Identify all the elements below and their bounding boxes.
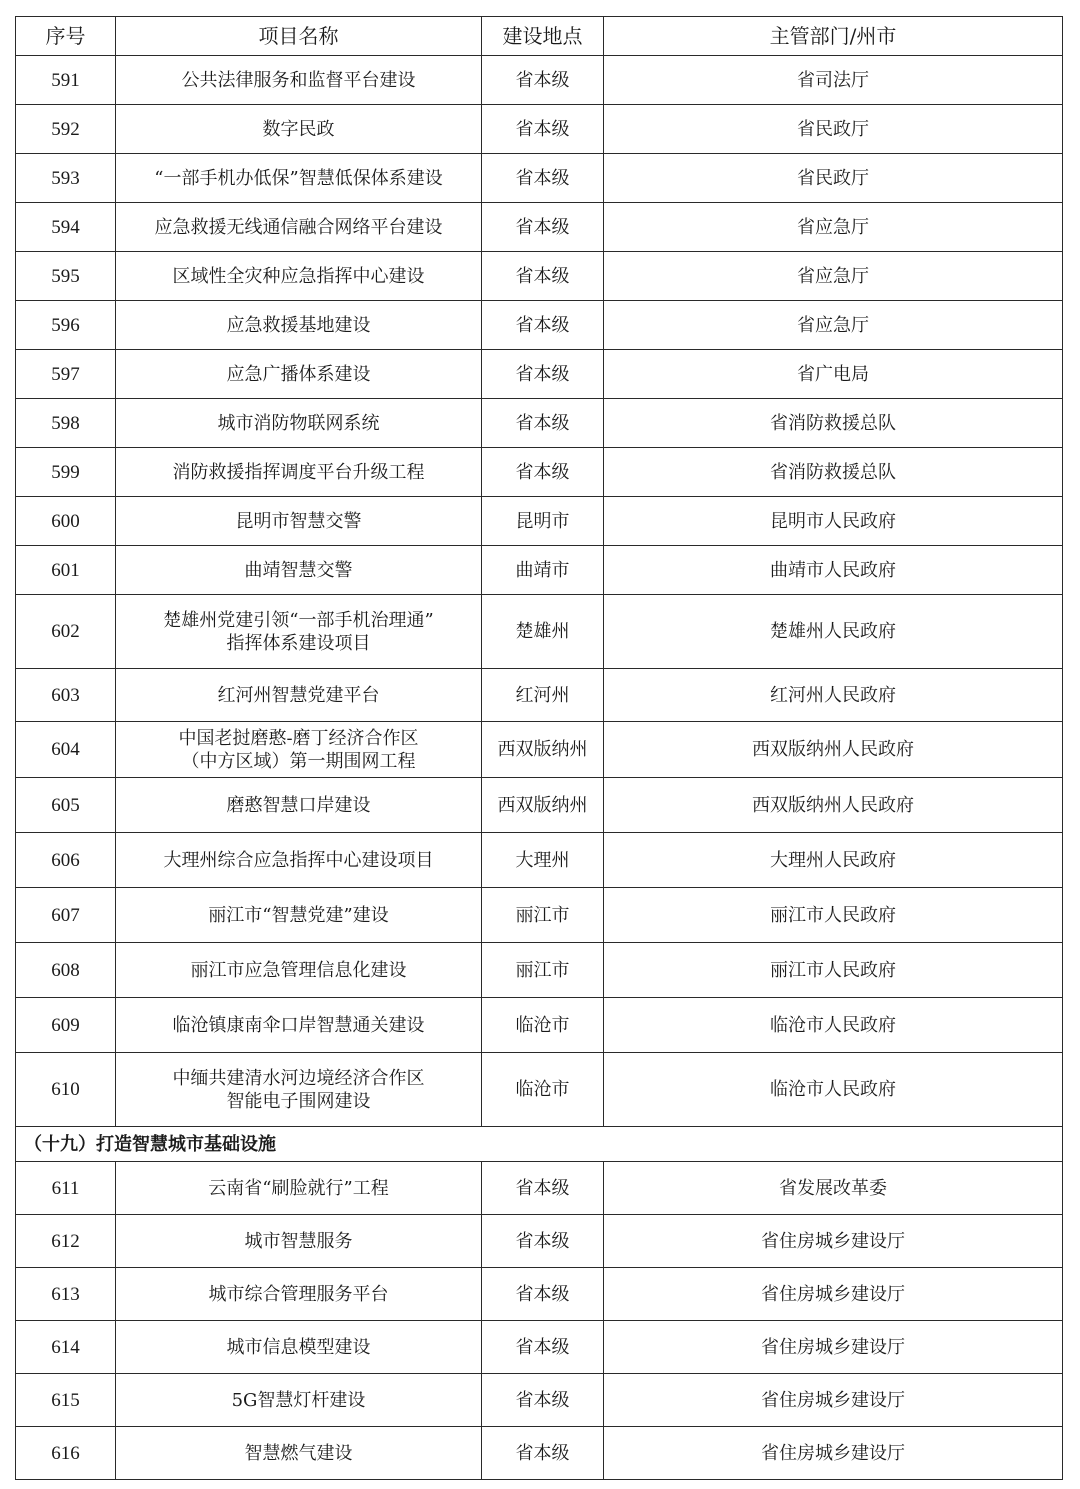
project-name-line: 城市智慧服务 bbox=[244, 1230, 353, 1252]
department-cell: 红河州人民政府 bbox=[604, 669, 1063, 722]
location-cell: 省本级 bbox=[482, 1268, 604, 1321]
department-cell: 丽江市人民政府 bbox=[604, 943, 1063, 998]
project-name-line: 智能电子围网建设 bbox=[226, 1090, 371, 1112]
department-cell: 省住房城乡建设厅 bbox=[604, 1427, 1063, 1480]
location-cell: 省本级 bbox=[482, 1427, 604, 1480]
location-cell: 大理州 bbox=[482, 833, 604, 888]
row-number: 597 bbox=[16, 350, 116, 399]
project-name-line: 临沧镇康南伞口岸智慧通关建设 bbox=[172, 1014, 425, 1036]
project-name-line: 消防救援指挥调度平台升级工程 bbox=[172, 461, 425, 483]
row-number: 606 bbox=[16, 833, 116, 888]
project-name-line: 云南省“刷脸就行”工程 bbox=[208, 1177, 389, 1199]
table-row bbox=[16, 350, 1063, 399]
table-row bbox=[16, 252, 1063, 301]
table-body-main bbox=[16, 56, 1063, 1127]
department-cell: 西双版纳州人民政府 bbox=[604, 722, 1063, 778]
section-title: （十九）打造智慧城市基础设施 bbox=[16, 1127, 1063, 1162]
project-name-line: 公共法律服务和监督平台建设 bbox=[181, 69, 416, 91]
department-cell: 省民政厅 bbox=[604, 105, 1063, 154]
header-no: 序号 bbox=[16, 17, 116, 56]
table-row bbox=[16, 1427, 1063, 1480]
row-number: 602 bbox=[16, 595, 116, 669]
row-number: 610 bbox=[16, 1053, 116, 1127]
project-name-cell bbox=[116, 1215, 482, 1268]
table-row bbox=[16, 56, 1063, 105]
row-number: 592 bbox=[16, 105, 116, 154]
table-row bbox=[16, 943, 1063, 998]
row-number: 608 bbox=[16, 943, 116, 998]
department-cell: 楚雄州人民政府 bbox=[604, 595, 1063, 669]
department-cell: 省应急厅 bbox=[604, 203, 1063, 252]
department-cell: 省住房城乡建设厅 bbox=[604, 1268, 1063, 1321]
project-name-cell bbox=[116, 203, 482, 252]
project-name-cell bbox=[116, 1427, 482, 1480]
table-row bbox=[16, 888, 1063, 943]
row-number: 607 bbox=[16, 888, 116, 943]
location-cell: 临沧市 bbox=[482, 998, 604, 1053]
table-row bbox=[16, 1215, 1063, 1268]
location-cell: 省本级 bbox=[482, 399, 604, 448]
department-cell: 西双版纳州人民政府 bbox=[604, 778, 1063, 833]
department-cell: 省住房城乡建设厅 bbox=[604, 1374, 1063, 1427]
row-number: 591 bbox=[16, 56, 116, 105]
department-cell: 省发展改革委 bbox=[604, 1162, 1063, 1215]
department-cell: 省应急厅 bbox=[604, 301, 1063, 350]
table-row bbox=[16, 301, 1063, 350]
row-number: 605 bbox=[16, 778, 116, 833]
row-number: 615 bbox=[16, 1374, 116, 1427]
project-name-line: 大理州综合应急指挥中心建设项目 bbox=[163, 849, 434, 871]
project-name-line: 5G智慧灯杆建设 bbox=[231, 1389, 366, 1411]
location-cell: 临沧市 bbox=[482, 1053, 604, 1127]
project-name-cell bbox=[116, 595, 482, 669]
table-row bbox=[16, 154, 1063, 203]
project-name-line: 丽江市“智慧党建”建设 bbox=[208, 904, 389, 926]
project-name-line: 磨憨智慧口岸建设 bbox=[226, 794, 371, 816]
location-cell: 昆明市 bbox=[482, 497, 604, 546]
location-cell: 楚雄州 bbox=[482, 595, 604, 669]
row-number: 600 bbox=[16, 497, 116, 546]
department-cell: 临沧市人民政府 bbox=[604, 998, 1063, 1053]
location-cell: 省本级 bbox=[482, 56, 604, 105]
department-cell: 省住房城乡建设厅 bbox=[604, 1321, 1063, 1374]
location-cell: 省本级 bbox=[482, 105, 604, 154]
table-row bbox=[16, 1268, 1063, 1321]
project-name-cell bbox=[116, 833, 482, 888]
table-row bbox=[16, 105, 1063, 154]
row-number: 603 bbox=[16, 669, 116, 722]
location-cell: 省本级 bbox=[482, 1321, 604, 1374]
table-row bbox=[16, 203, 1063, 252]
location-cell: 省本级 bbox=[482, 350, 604, 399]
table-row bbox=[16, 595, 1063, 669]
row-number: 599 bbox=[16, 448, 116, 497]
table-row bbox=[16, 399, 1063, 448]
row-number: 596 bbox=[16, 301, 116, 350]
project-name-cell bbox=[116, 448, 482, 497]
project-name-line: 智慧燃气建设 bbox=[244, 1442, 353, 1464]
row-number: 598 bbox=[16, 399, 116, 448]
location-cell: 省本级 bbox=[482, 203, 604, 252]
project-name-cell bbox=[116, 399, 482, 448]
table-row bbox=[16, 778, 1063, 833]
row-number: 604 bbox=[16, 722, 116, 778]
project-name-cell bbox=[116, 1268, 482, 1321]
table-row bbox=[16, 448, 1063, 497]
row-number: 614 bbox=[16, 1321, 116, 1374]
project-name-line: 昆明市智慧交警 bbox=[235, 510, 362, 532]
row-number: 609 bbox=[16, 998, 116, 1053]
table-row bbox=[16, 497, 1063, 546]
department-cell: 省广电局 bbox=[604, 350, 1063, 399]
table-row bbox=[16, 1374, 1063, 1427]
header-department: 主管部门/州市 bbox=[604, 17, 1063, 56]
table-row bbox=[16, 669, 1063, 722]
project-table bbox=[15, 16, 1063, 1480]
department-cell: 省消防救援总队 bbox=[604, 399, 1063, 448]
project-name-line: 中国老挝磨憨-磨丁经济合作区 bbox=[178, 727, 419, 749]
project-name-line: 数字民政 bbox=[262, 118, 335, 140]
location-cell: 省本级 bbox=[482, 1215, 604, 1268]
location-cell: 红河州 bbox=[482, 669, 604, 722]
header-project-name: 项目名称 bbox=[116, 17, 482, 56]
row-number: 595 bbox=[16, 252, 116, 301]
location-cell: 省本级 bbox=[482, 448, 604, 497]
project-name-cell bbox=[116, 497, 482, 546]
department-cell: 省住房城乡建设厅 bbox=[604, 1215, 1063, 1268]
table-row bbox=[16, 1162, 1063, 1215]
location-cell: 西双版纳州 bbox=[482, 722, 604, 778]
department-cell: 大理州人民政府 bbox=[604, 833, 1063, 888]
header-row bbox=[16, 17, 1063, 56]
project-name-line: 城市信息模型建设 bbox=[226, 1336, 371, 1358]
row-number: 611 bbox=[16, 1162, 116, 1215]
department-cell: 临沧市人民政府 bbox=[604, 1053, 1063, 1127]
project-name-cell bbox=[116, 1053, 482, 1127]
table-row bbox=[16, 1321, 1063, 1374]
project-name-cell bbox=[116, 546, 482, 595]
location-cell: 省本级 bbox=[482, 1162, 604, 1215]
project-name-cell bbox=[116, 722, 482, 778]
header-location: 建设地点 bbox=[482, 17, 604, 56]
project-name-line: 指挥体系建设项目 bbox=[226, 632, 371, 654]
row-number: 612 bbox=[16, 1215, 116, 1268]
project-name-cell bbox=[116, 778, 482, 833]
section-row bbox=[16, 1127, 1063, 1162]
table-row bbox=[16, 833, 1063, 888]
project-name-cell bbox=[116, 888, 482, 943]
table-body-section bbox=[16, 1162, 1063, 1480]
project-name-cell bbox=[116, 669, 482, 722]
department-cell: 省司法厅 bbox=[604, 56, 1063, 105]
project-name-line: 城市消防物联网系统 bbox=[217, 412, 380, 434]
department-cell: 曲靖市人民政府 bbox=[604, 546, 1063, 595]
department-cell: 省消防救援总队 bbox=[604, 448, 1063, 497]
department-cell: 省应急厅 bbox=[604, 252, 1063, 301]
location-cell: 曲靖市 bbox=[482, 546, 604, 595]
location-cell: 丽江市 bbox=[482, 888, 604, 943]
project-name-line: 城市综合管理服务平台 bbox=[208, 1283, 389, 1305]
project-name-cell bbox=[116, 56, 482, 105]
location-cell: 省本级 bbox=[482, 301, 604, 350]
table-row bbox=[16, 722, 1063, 778]
section-body bbox=[16, 1127, 1063, 1162]
project-name-cell bbox=[116, 301, 482, 350]
project-name-line: 区域性全灾种应急指挥中心建设 bbox=[172, 265, 425, 287]
department-cell: 省民政厅 bbox=[604, 154, 1063, 203]
row-number: 616 bbox=[16, 1427, 116, 1480]
table-row bbox=[16, 1053, 1063, 1127]
row-number: 594 bbox=[16, 203, 116, 252]
project-name-cell bbox=[116, 252, 482, 301]
location-cell: 丽江市 bbox=[482, 943, 604, 998]
project-name-cell bbox=[116, 1374, 482, 1427]
project-name-line: （中方区域）第一期围网工程 bbox=[181, 750, 416, 772]
project-name-line: 中缅共建清水河边境经济合作区 bbox=[172, 1067, 425, 1089]
location-cell: 省本级 bbox=[482, 1374, 604, 1427]
project-name-cell bbox=[116, 105, 482, 154]
project-name-cell bbox=[116, 1162, 482, 1215]
project-name-line: 曲靖智慧交警 bbox=[244, 559, 353, 581]
project-name-cell bbox=[116, 154, 482, 203]
table-row bbox=[16, 998, 1063, 1053]
project-name-line: 应急救援无线通信融合网络平台建设 bbox=[154, 216, 443, 238]
location-cell: 西双版纳州 bbox=[482, 778, 604, 833]
department-cell: 昆明市人民政府 bbox=[604, 497, 1063, 546]
table-row bbox=[16, 546, 1063, 595]
project-name-cell bbox=[116, 998, 482, 1053]
project-name-line: 楚雄州党建引领“一部手机治理通” bbox=[163, 609, 434, 631]
project-name-line: 丽江市应急管理信息化建设 bbox=[190, 959, 407, 981]
location-cell: 省本级 bbox=[482, 252, 604, 301]
project-name-line: 应急救援基地建设 bbox=[226, 314, 371, 336]
project-name-line: 应急广播体系建设 bbox=[226, 363, 371, 385]
project-name-line: 红河州智慧党建平台 bbox=[217, 684, 380, 706]
row-number: 613 bbox=[16, 1268, 116, 1321]
row-number: 601 bbox=[16, 546, 116, 595]
location-cell: 省本级 bbox=[482, 154, 604, 203]
project-name-cell bbox=[116, 350, 482, 399]
department-cell: 丽江市人民政府 bbox=[604, 888, 1063, 943]
project-name-line: “一部手机办低保”智慧低保体系建设 bbox=[154, 167, 443, 189]
project-name-cell bbox=[116, 943, 482, 998]
project-name-cell bbox=[116, 1321, 482, 1374]
row-number: 593 bbox=[16, 154, 116, 203]
